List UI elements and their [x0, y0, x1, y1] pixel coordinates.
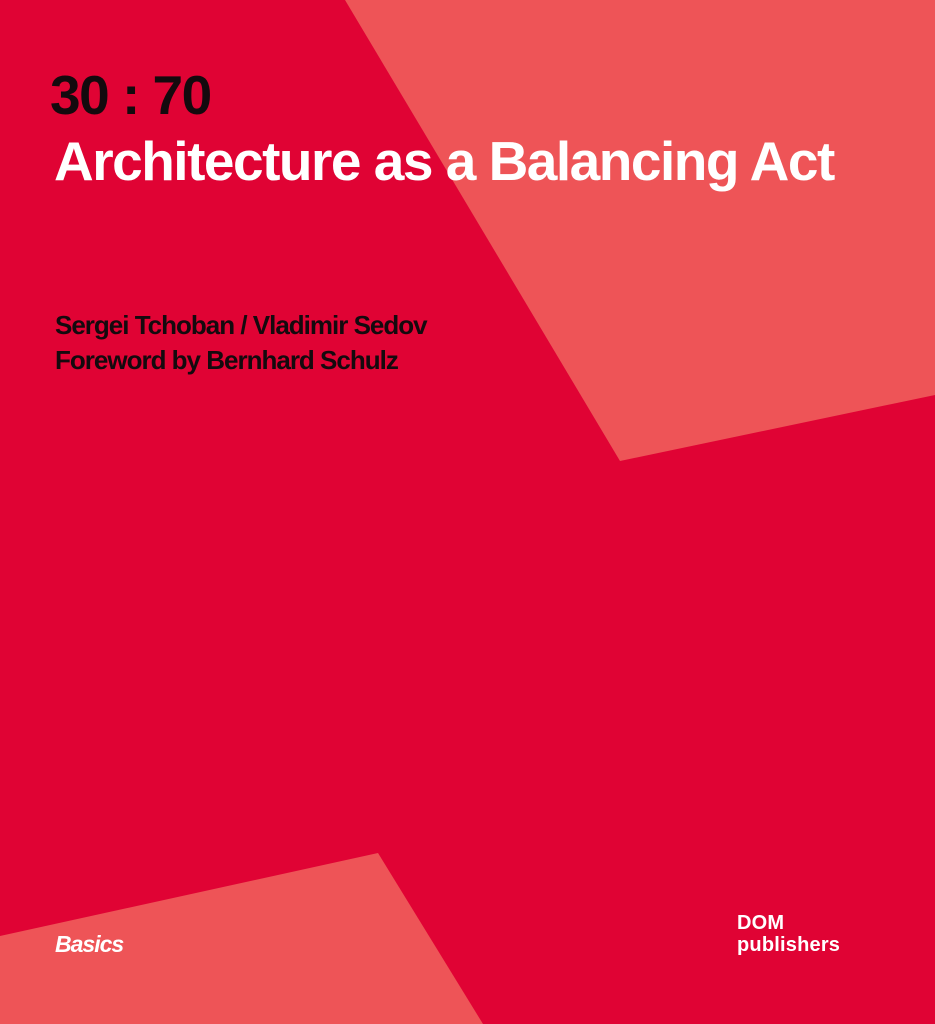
- publisher-name-line1: DOM: [737, 912, 785, 934]
- publisher-logo: [737, 912, 840, 956]
- series-label: Basics: [55, 931, 124, 957]
- main-title: Architecture as a Balancing Act: [54, 130, 834, 192]
- publisher-name-line2: publishers: [737, 934, 841, 956]
- salmon-polygon-top-right: [345, 0, 935, 461]
- authors-line: Sergei Tchoban / Vladimir Sedov: [55, 310, 427, 340]
- foreword-line: Foreword by Bernhard Schulz: [55, 345, 398, 375]
- author-block: [55, 308, 427, 378]
- ratio-title: 30 : 70: [50, 64, 211, 126]
